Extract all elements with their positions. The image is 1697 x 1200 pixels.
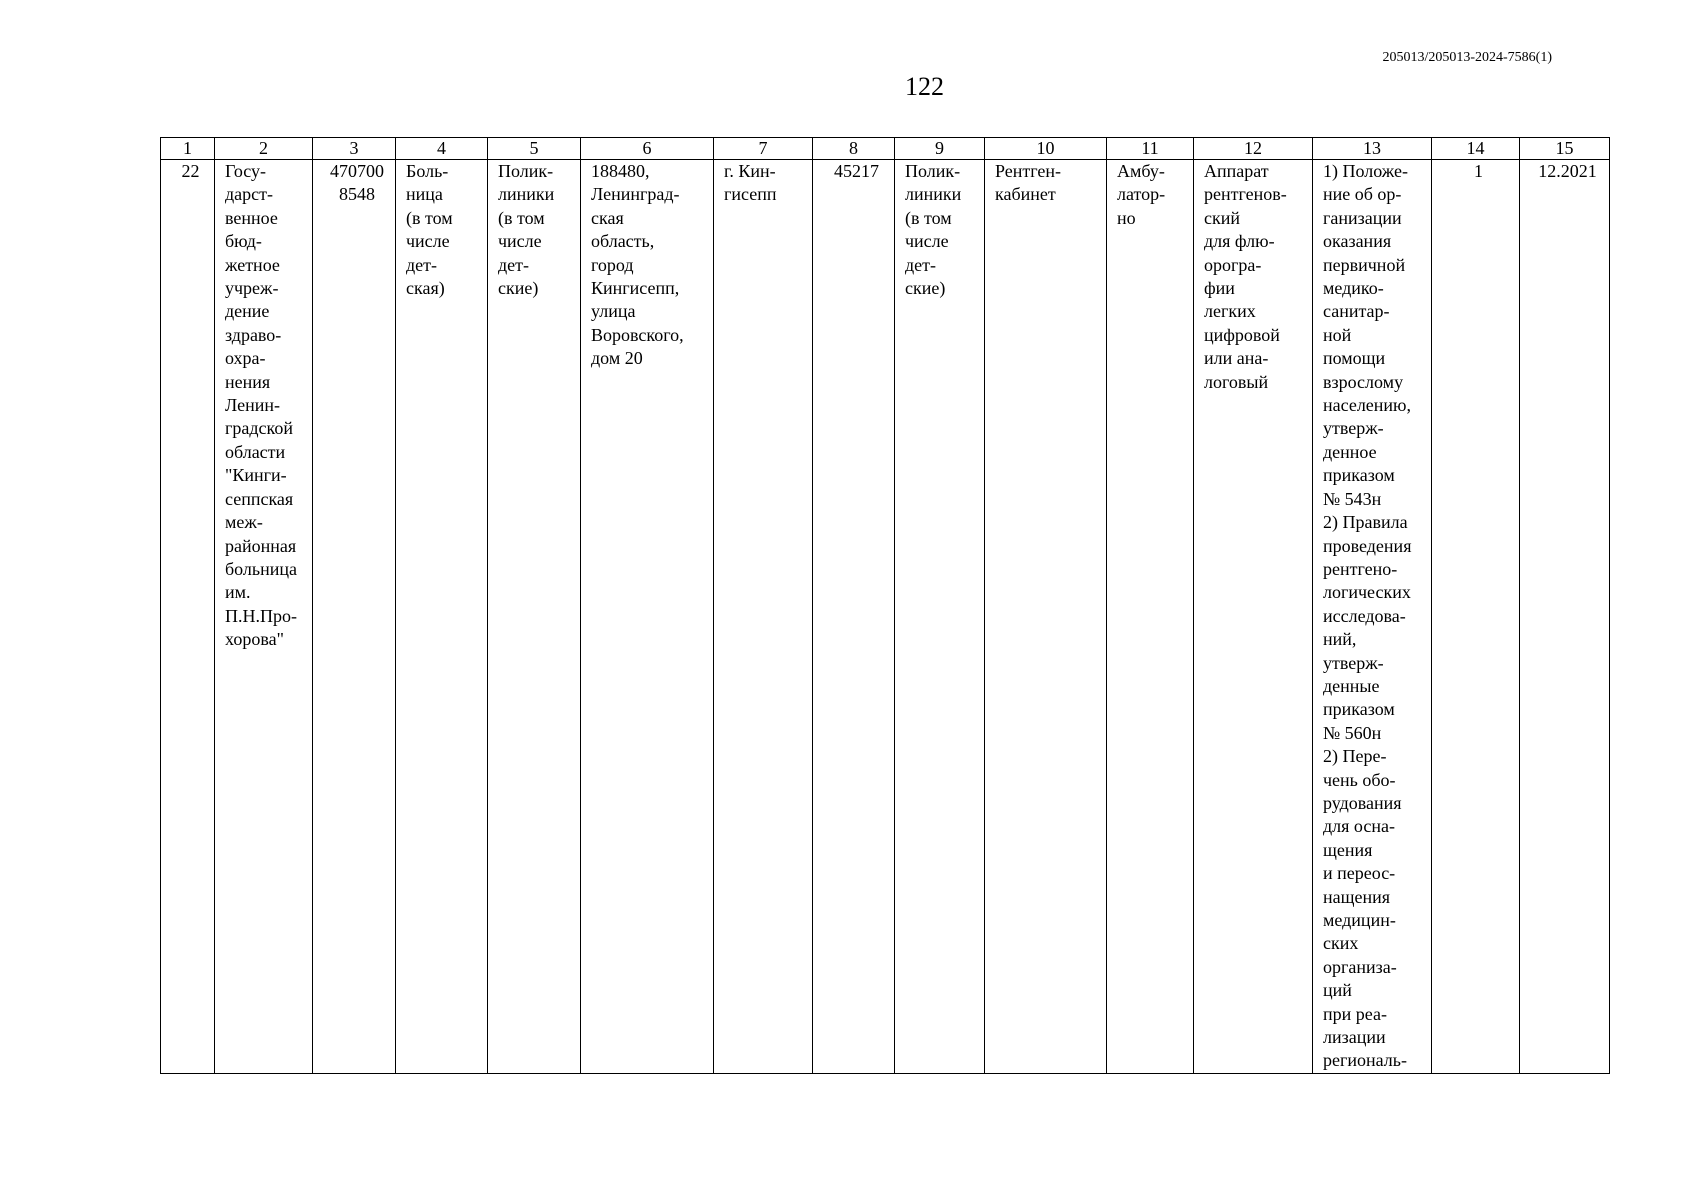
date-cell: 12.2021 [1520, 160, 1610, 1074]
regulation-cell: 1) Положе- ние об ор- ганизации оказания первичной медико- санитар- ной помощи взрослому населению, утверж- денное приказом № 543н 2) Правила проведения рентгено- логических исследова- ний, утверж- денные приказом № 560н 2) Пере- чень обо- рудования для осна- щения и переос- нащения медицин- ских организа- ций при реа- лизации региональ- [1313, 160, 1432, 1074]
quantity-cell: 1 [1432, 160, 1520, 1074]
column-number: 6 [581, 138, 714, 160]
room-cell: Рентген- кабинет [985, 160, 1107, 1074]
inn-cell: 470700 8548 [313, 160, 396, 1074]
column-number-row [161, 138, 1610, 160]
column-number: 1 [161, 138, 215, 160]
column-number: 8 [813, 138, 895, 160]
column-number: 4 [396, 138, 488, 160]
register-table [160, 137, 1610, 1074]
address-cell: 188480, Ленинград- ская область, город Кингисепп, улица Воровского, дом 20 [581, 160, 714, 1074]
facility-type-cell: Боль- ница (в том числе дет- ская) [396, 160, 488, 1074]
care-condition-cell: Амбу- латор- но [1107, 160, 1194, 1074]
column-number: 7 [714, 138, 813, 160]
department-cell: Полик- линики (в том числе дет- ские) [895, 160, 985, 1074]
row-number-cell: 22 [161, 160, 215, 1074]
column-number: 3 [313, 138, 396, 160]
table-row [161, 160, 1610, 1074]
column-number: 15 [1520, 138, 1610, 160]
oktmo-cell: 45217 [813, 160, 895, 1074]
column-number: 10 [985, 138, 1107, 160]
equipment-cell: Аппарат рентгенов- ский для флю- орогра- фии легких цифровой или ана- логовый [1194, 160, 1313, 1074]
organization-name-cell: Госу- дарст- венное бюд- жетное учреж- дение здраво- охра- нения Ленин- градской области "Кинги- сеппская меж- районная больница им. П.Н.Про- хорова" [215, 160, 313, 1074]
locality-cell: г. Кин- гисепп [714, 160, 813, 1074]
column-number: 11 [1107, 138, 1194, 160]
page-number: 122 [905, 72, 944, 101]
column-number: 5 [488, 138, 581, 160]
document-id: 205013/205013-2024-7586(1) [1382, 50, 1552, 65]
column-number: 9 [895, 138, 985, 160]
column-number: 13 [1313, 138, 1432, 160]
column-number: 12 [1194, 138, 1313, 160]
column-number: 2 [215, 138, 313, 160]
unit-type-cell: Полик- линики (в том числе дет- ские) [488, 160, 581, 1074]
column-number: 14 [1432, 138, 1520, 160]
